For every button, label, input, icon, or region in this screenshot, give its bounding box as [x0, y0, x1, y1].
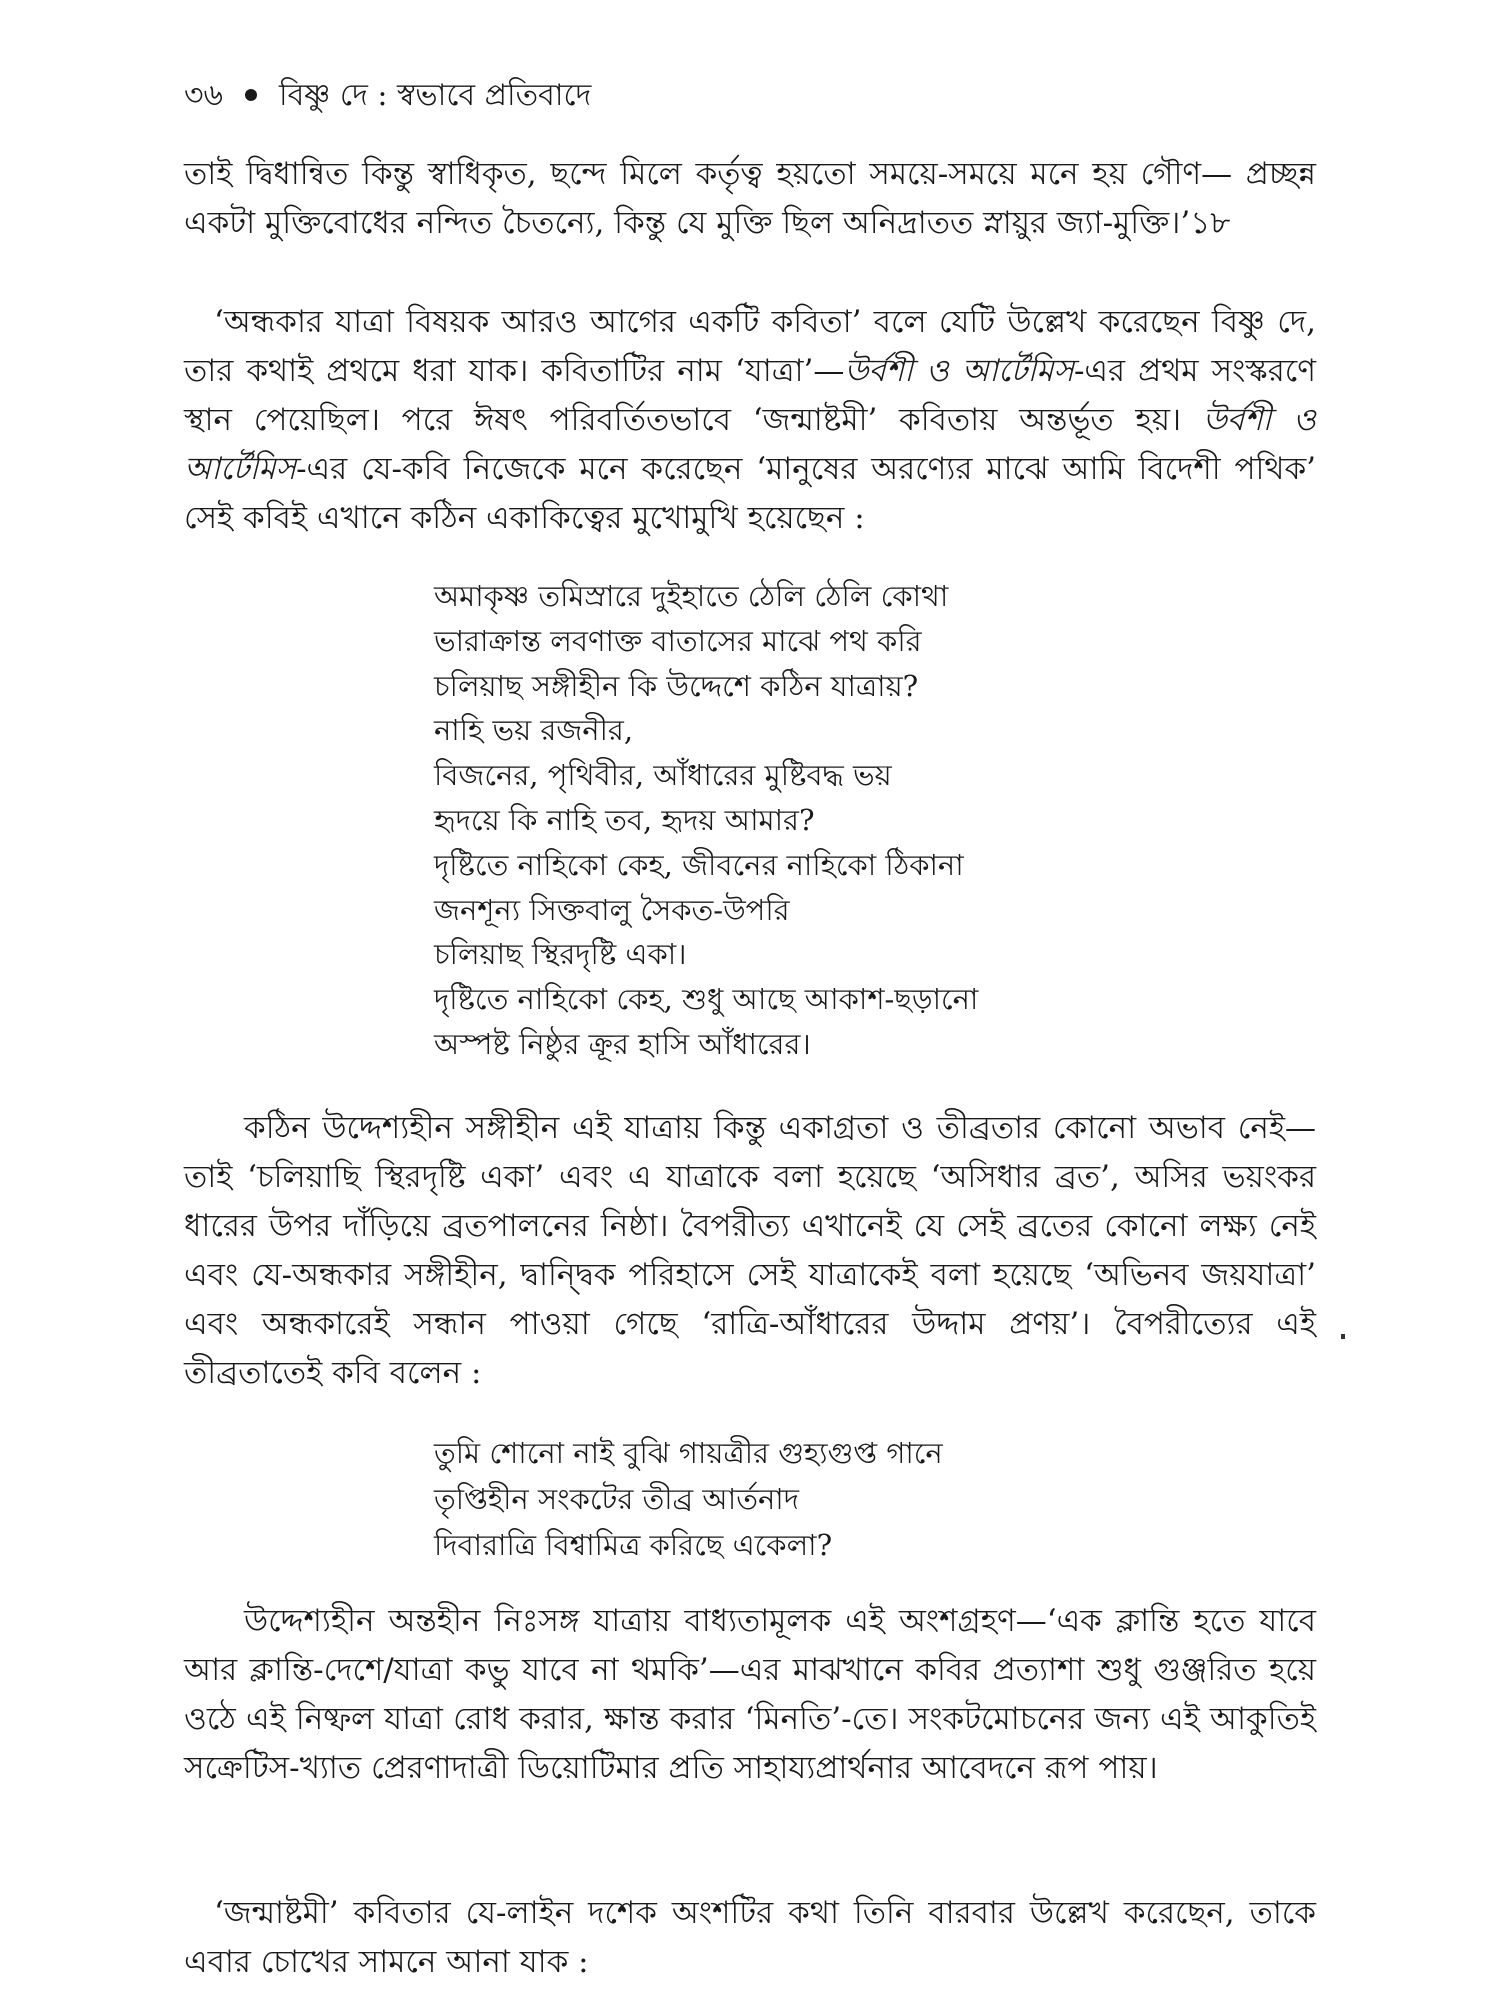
poem-line: অমাকৃষ্ণ তমিস্রারে দুইহাতে ঠেলি ঠেলি কোথা — [434, 579, 949, 613]
paragraph-diotima: উদ্দেশ্যহীন অন্তহীন নিঃসঙ্গ যাত্রায় বাধ্যতামূলক এই অংশগ্রহণ—‘এক ক্লান্তি হতে যাবে আর ক্লান্তি-দেশে/যাত্রা কভু যাবে না থমকি’—এর মাঝখানে কবির প্রত্যাশা শুধু গুঞ্জরিত হয়ে ওঠে এই নিষ্ফল যাত্রা রোধ করার, ক্ষান্ত করার ‘মিনতি’-তে। সংকটমোচনের জন্য এই আকুতিই সক্রেটিস-খ্যাত প্রেরণাদাত্রী ডিয়োটিমার প্রতি সাহায্যপ্রার্থনার আবেদনে রূপ পায়। — [184, 1603, 1316, 1786]
paragraph-text: ‘অন্ধকার যাত্রা বিষয়ক আরও আগের একটি কবিতা’ বলে যেটি উল্লেখ করেছেন বিষ্ণু দে, তার কথাই প্রথমে ধরা যাক। কবিতাটির নাম ‘যাত্রা’— — [184, 304, 1316, 389]
poem-line: চলিয়াছ সঙ্গীহীন কি উদ্দেশে কঠিন যাত্রায়? — [434, 668, 919, 703]
poem-line: হৃদয়ে কি নাহি তব, হৃদয় আমার? — [434, 802, 815, 837]
running-title: বিষ্ণু দে : স্বভাবে প্রতিবাদে — [279, 78, 592, 113]
poem-line: তুমি শোনো নাই বুঝি গায়ত্রীর গুহ্যগুপ্ত গানে — [434, 1436, 943, 1470]
paragraph-janmashtami: ‘জন্মাষ্টমী’ কবিতার যে-লাইন দশেক অংশটির কথা তিনি বারবার উল্লেখ করেছেন, তাকে এবার চোখের সামনে আনা যাক : — [184, 1895, 1316, 1980]
poem-line: দিবারাত্রি বিশ্বামিত্র করিছে একেলা? — [434, 1528, 833, 1562]
page-header — [184, 76, 591, 116]
paragraph-yatra-intro — [184, 298, 1316, 543]
poem-quote-gayatri — [434, 1430, 943, 1568]
book-title-italic: উর্বশী ও আর্টেমিস — [184, 402, 1316, 487]
poem-line: বিজনের, পৃথিবীর, আঁধারের মুষ্টিবদ্ধ ভয় — [434, 758, 892, 793]
poem-line: তৃপ্তিহীন সংকটের তীব্র আর্তনাদ — [434, 1482, 799, 1516]
paragraph-text: -এর প্রথম সংস্করণে স্থান পেয়েছিল। পরে ঈষৎ পরিবর্তিতভাবে ‘জন্মাষ্টমী’ কবিতায় অন্তর্ভূত হয়। — [184, 353, 1316, 438]
page-number: ৩৬ — [184, 78, 224, 113]
poem-line: দৃষ্টিতে নাহিকো কেহ, শুধু আছে আকাশ-ছড়ানো — [434, 982, 979, 1017]
poem-line: জনশূন্য সিক্তবালু সৈকত-উপরি — [434, 892, 790, 927]
poem-line: দৃষ্টিতে নাহিকো কেহ, জীবনের নাহিকো ঠিকানা — [434, 847, 964, 882]
book-title-italic: উর্বশী ও আর্টেমিস — [844, 353, 1074, 389]
bullet-dot-icon — [245, 89, 257, 101]
poem-line: চলিয়াছ স্থিরদৃষ্টি একা। — [434, 937, 687, 972]
paragraph-analysis: কঠিন উদ্দেশ্যহীন সঙ্গীহীন এই যাত্রায় কিন্তু একাগ্রতা ও তীব্রতার কোনো অভাব নেই—তাই ‘চলিয়াছি স্থিরদৃষ্টি একা’ এবং এ যাত্রাকে বলা হয়েছে ‘অসিধার ব্রত’, অসির ভয়ংকর ধারের উপর দাঁড়িয়ে ব্রতপালনের নিষ্ঠা। বৈপরীত্য এখানেই যে সেই ব্রতের কোনো লক্ষ্য নেই এবং যে-অন্ধকার সঙ্গীহীন, দ্বান্দ্বিক পরিহাসে সেই যাত্রাকেই বলা হয়েছে ‘অভিনব জয়যাত্রা’ এবং অন্ধকারেই সন্ধান পাওয়া গেছে ‘রাত্রি-আঁধারের উদ্দাম প্রণয়’। বৈপরীত্যের এই তীব্রতাতেই কবি বলেন : — [184, 1110, 1316, 1391]
paragraph-continuation: তাই দ্বিধান্বিত কিন্তু স্বাধিকৃত, ছন্দে মিলে কর্তৃত্ব হয়তো সময়ে-সময়ে মনে হয় গৌণ— প্রচ্ছন্ন একটা মুক্তিবোধের নন্দিত চৈতন্যে, কিন্তু যে মুক্তি ছিল অনিদ্রাতত স্নায়ুর জ্যা-মুক্তি।’১৮ — [184, 156, 1316, 241]
poem-quote-yatra — [434, 574, 978, 1067]
poem-line: নাহি ভয় রজনীর, — [434, 713, 634, 748]
poem-line: ভারাক্রান্ত লবণাক্ত বাতাসের মাঝে পথ করি — [434, 623, 922, 658]
print-speck — [1341, 1334, 1345, 1339]
paragraph-text: -এর যে-কবি নিজেকে মনে করেছেন ‘মানুষের অরণ্যের মাঝে আমি বিদেশী পথিক’ সেই কবিই এখানে কঠিন একাকিত্বের মুখোমুখি হয়েছেন : — [184, 451, 1316, 536]
poem-line: অস্পষ্ট নিষ্ঠুর ক্রূর হাসি আঁধারের। — [434, 1026, 811, 1061]
